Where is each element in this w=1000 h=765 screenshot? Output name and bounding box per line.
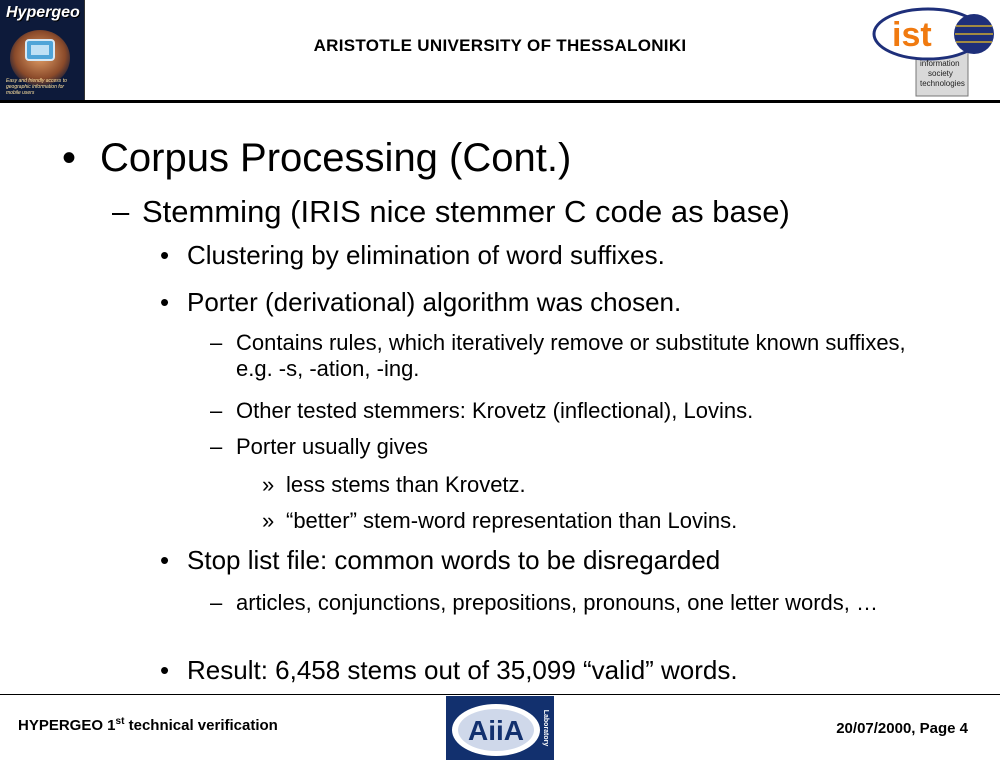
dash-marker: – [210,398,223,423]
ist-logo-subtext-1: information [920,59,960,68]
sub-bullet-other-stemmers [210,398,936,424]
ist-logo-subtext-2: society [928,69,953,78]
ist-logo [870,4,998,98]
bullet-result [160,655,738,686]
bullet-marker: • [62,136,77,180]
sub-bullet-text: Porter usually gives [236,434,428,459]
footer-project-sup: st [115,716,125,727]
ist-logo-subtext-3: technologies [920,79,965,88]
footer-project-text: HYPERGEO 1 [18,717,116,734]
slide-title [62,136,571,181]
footer-project-rest: technical verification [124,717,278,734]
slide-title-text: Corpus Processing (Cont.) [100,136,572,180]
slide-subtitle [112,194,790,230]
dash-marker: – [210,330,223,355]
chevron-marker: » [262,508,275,533]
hypergeo-logo-text: Hypergeo [6,4,80,21]
bullet-marker: • [160,545,170,575]
sub-sub-bullet-text: “better” stem-word representation than Lovins. [286,508,738,533]
aiia-logo-side-text: Laboratory [542,709,549,747]
bullet-text: Result: 6,458 stems out of 35,099 “valid” words. [187,655,738,685]
footer-divider [0,694,1000,695]
sub-sub-bullet-krovetz [262,472,526,498]
bullet-clustering [160,240,665,271]
bullet-marker: • [160,287,170,317]
bullet-marker: • [160,655,170,685]
hypergeo-logo-tagline: Easy and friendly access to geographic information for mobile users [6,78,67,96]
sub-bullet-articles [210,590,936,616]
slide-subtitle-text: Stemming (IRIS nice stemmer C code as base) [142,194,790,229]
bullet-text: Clustering by elimination of word suffixes. [187,240,665,270]
sub-bullet-porter-gives [210,434,936,460]
dash-marker: – [210,434,223,459]
sub-bullet-text: Other tested stemmers: Krovetz (inflectional), Lovins. [236,398,754,423]
sub-sub-bullet-lovins [262,508,737,534]
sub-bullet-text: Contains rules, which iteratively remove or substitute known suffixes, e.g. -s, -ation, -ing. [236,330,906,381]
aiia-logo-text: AiiA [468,715,524,746]
sub-sub-bullet-text: less stems than Krovetz. [286,472,526,497]
bullet-marker: • [160,240,170,270]
sub-bullet-rules [210,330,936,382]
dash-marker: – [210,590,223,615]
aiia-lab-logo [446,696,554,760]
ist-logo-text: ist [892,16,932,54]
header-divider [0,100,1000,103]
footer-project-label [18,716,278,734]
sub-bullet-text: articles, conjunctions, prepositions, pronouns, one letter words, … [236,590,878,615]
bullet-stop-list [160,545,720,576]
bullet-text: Stop list file: common words to be disregarded [187,545,721,575]
bullet-text: Porter (derivational) algorithm was chosen. [187,287,682,317]
dash-marker: – [112,194,130,229]
chevron-marker: » [262,472,275,497]
university-title: ARISTOTLE UNIVERSITY OF THESSALONIKI [313,36,687,55]
bullet-porter [160,287,681,318]
footer-date-page: 20/07/2000, Page 4 [836,720,968,737]
